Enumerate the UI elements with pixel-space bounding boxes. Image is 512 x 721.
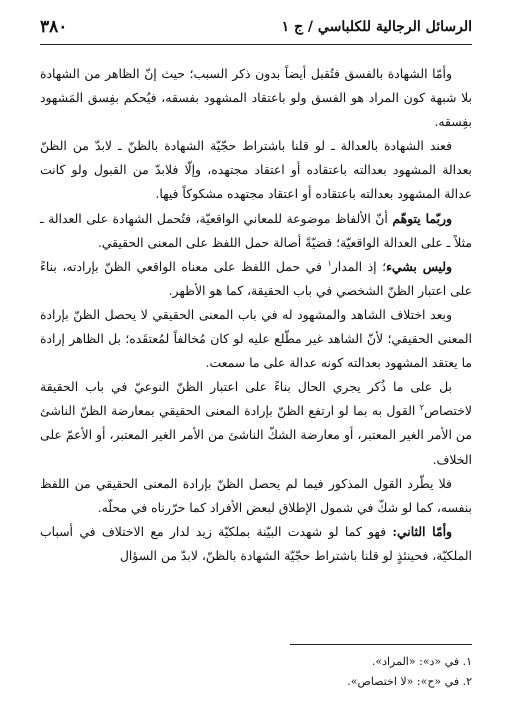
footnote-ref-1[interactable]: ١ — [327, 258, 332, 268]
paragraph-lead: وربّما يتوهّم — [392, 210, 452, 226]
paragraph-lead: وليس بشيء — [386, 258, 452, 274]
paragraph-2: فعند الشهادة بالعدالة ـ لو قلنا باشتراط حجّيّة الشهادة بالظنّ ـ لابدّ من الظنّ بعدالة المشهود بعدالته باعتقاده أو اعتقاد مجتهده، وإلّا فلابدّ من القبول ولو كانت عدالة المشهود بعدالته باعتقاده أو اعتقاد مجتهده مشكوكاً فيها. — [40, 138, 472, 202]
page-number: ٣٨٠ — [40, 17, 68, 37]
paragraph-6: بل على ما ذُكر يجري الحال بناءً على اعتبار الظنّ النوعيّ في باب الحقيقة لاختصاص$^٢$ القول به بما لو ارتفع الظنّ بإرادة المعنى الحقيقي بمعارضة الظنّ الناشئ من الأمر الغير المعتبر، أو معارضة الشكّ الناشئ من الأمر الغير المعتبر، أو الأعمّ على الخلاف. — [40, 379, 472, 467]
paragraph-5: وبعد اختلاف الشاهد والمشهود له في باب المعنى الحقيقي لا يحصل الظنّ بإرادة المعنى الحقيقي؛ لأنّ الشاهد غير مطّلع عليه لو كان مُخالفاً لمُعتقَده؛ بل الظاهر إرادة ما يعتقد المشهود بعدالته كونه عدالة على ما سمعت. — [40, 306, 472, 371]
footnote-divider — [290, 644, 472, 645]
paragraph-7: فلا يطّرد القول المذكور فيما لم يحصل الظنّ بإرادة المعنى الحقيقي من اللفظ بنفسه، كما لو شكّ في شمول الإطلاق لبعض الأفراد كما حرّرناه في محلّه. — [40, 475, 472, 515]
page-header — [40, 14, 472, 45]
paragraph-4: وليس بشيء؛ إذ المدار$^١$ في حمل اللفظ على معناه الواقعي الظنّ بإرادته، بناءً على اعتبار الظنّ الشخصي في باب الحقيقة، كما هو الأظهر. — [40, 258, 472, 298]
footnote-ref-2[interactable]: ٢ — [419, 403, 425, 413]
body-text — [40, 62, 472, 568]
paragraph-8: وأمّا الثاني: فهو كما لو شهدت البيّنة بملكيّة زيد لدار مع الاختلاف في أسباب الملكيّة، فحينئذٍ لو قلنا باشتراط حجّيّة الشهادة بالظنّ، لابدّ من السؤال — [40, 523, 472, 563]
paragraph-3: وربّما يتوهّم أنّ الألفاظ موضوعة للمعاني الواقعيّة، فتُحمل الشهادة على العدالة ـ مثلاً ـ على العدالة الواقعيّة؛ قضيّةً أصالة حمل اللفظ على المعنى الحقيقي. — [40, 210, 472, 250]
paragraph-1: وأمّا الشهادة بالفسق فتُقبل أيضاً بدون ذكر السبب؛ حيث إنّ الظاهر من الشهادة بلا شبهة كون المراد هو الفسق ولو باعتقاد المشهود بفسقه، فيُحكم بفِسق المَشهود بفِسقه. — [40, 66, 472, 130]
footnote-1: ١. في «د»: «المراد». — [371, 655, 472, 668]
footnotes — [40, 652, 472, 692]
running-title: الرسائل الرجالية للكلباسي / ج ١ — [281, 19, 472, 35]
footnote-2: ٢. في «ح»: «لا اختصاص». — [347, 675, 472, 688]
paragraph-lead: وأمّا الثاني: — [392, 523, 453, 539]
